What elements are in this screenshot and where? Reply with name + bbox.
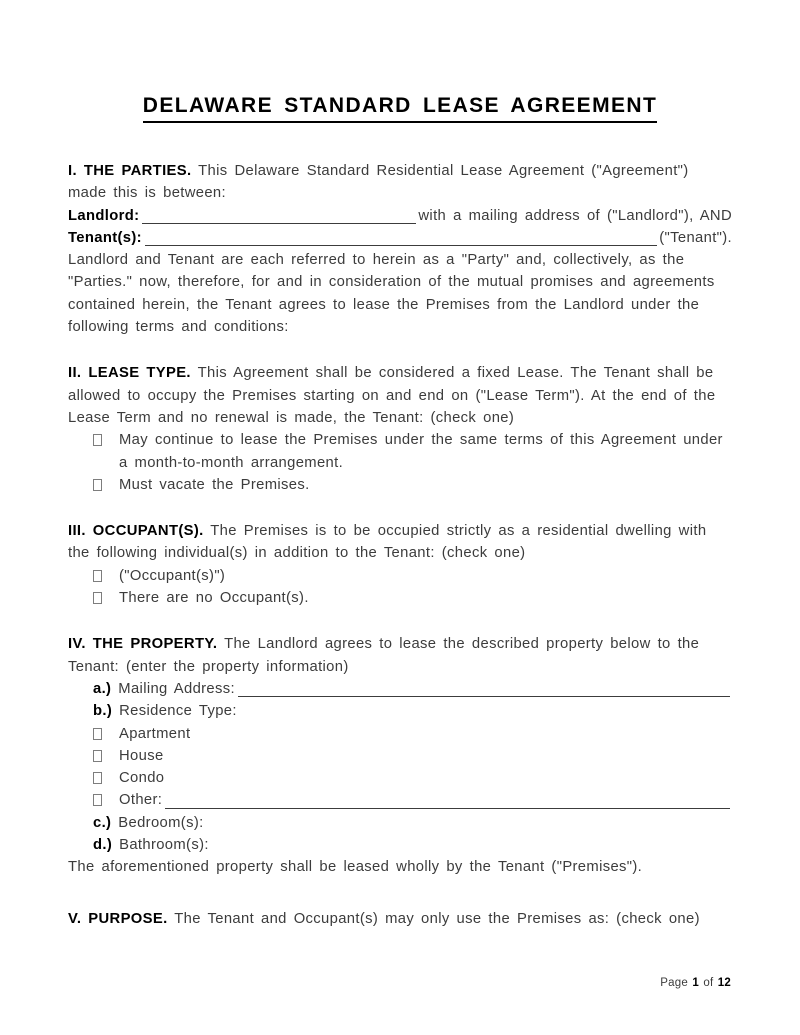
- residence-option-condo-label: Condo: [119, 770, 165, 787]
- occupants-option-none: [68, 587, 732, 609]
- section-purpose: [68, 908, 732, 930]
- purpose-intro: [68, 908, 732, 930]
- checkbox-icon[interactable]: [93, 479, 102, 491]
- parties-body: Landlord and Tenant are each referred to herein as a "Party" and, collectively, as the "Parties." now, therefore, for and in consideration of the mutual promises and agreements contained herein, the Tenant agrees to lease the Premises from the Landlord under the following terms and conditions:: [68, 252, 715, 336]
- residence-option-house-label: House: [119, 747, 164, 764]
- tenant-label: Tenant(s):: [68, 229, 142, 246]
- occupants-option-named-label: ("Occupant(s)"): [119, 567, 226, 584]
- page-number-footer: [660, 972, 731, 994]
- residence-option-apartment-label: Apartment: [119, 725, 191, 742]
- lease-type-body: This Agreement shall be considered a fixed Lease. The Tenant shall be allowed to occupy the Premises starting on and end on ("Lease Term"). At the end of the Lease Term and no renewal is made, the Tenant: (check one): [68, 365, 716, 426]
- section-lease-type: [68, 362, 732, 496]
- total-pages: 12: [717, 977, 731, 989]
- title-block: [68, 0, 732, 123]
- lease-type-heading: II. LEASE TYPE.: [68, 365, 191, 382]
- checkbox-icon[interactable]: [93, 772, 102, 784]
- residence-type-label: Residence Type:: [119, 703, 237, 720]
- parties-intro: [68, 160, 732, 205]
- lease-option-continue-label: May continue to lease the Premises under the same terms of this Agreement under a month-to-month arrangement.: [119, 432, 723, 471]
- property-intro: [68, 633, 732, 678]
- occupants-option-named: [68, 565, 732, 587]
- residence-option-condo: [68, 767, 732, 789]
- checkbox-icon[interactable]: [93, 794, 102, 806]
- section-property: [68, 633, 732, 878]
- item-d-label: d.): [93, 837, 113, 854]
- of-label: of: [703, 977, 714, 989]
- residence-option-other-label: Other:: [119, 792, 163, 809]
- property-closing: The aforementioned property shall be leased wholly by the Tenant ("Premises").: [68, 859, 643, 876]
- current-page-number: 1: [692, 977, 699, 989]
- property-item-bathrooms: [68, 834, 732, 856]
- document-title: DELAWARE STANDARD LEASE AGREEMENT: [143, 93, 657, 123]
- parties-intro-text: This Delaware Standard Residential Lease Agreement ("Agreement") made this is between:: [68, 163, 689, 202]
- checkbox-icon[interactable]: [93, 570, 102, 582]
- property-item-mailing-address: [68, 678, 732, 700]
- tenant-line: [68, 227, 732, 249]
- item-b-label: b.): [93, 703, 113, 720]
- landlord-suffix: with a mailing address of ("Landlord"), AND: [418, 207, 732, 224]
- residence-option-apartment: [68, 723, 732, 745]
- lease-option-continue: [68, 429, 732, 474]
- residence-option-house: [68, 745, 732, 767]
- occupants-heading: III. OCCUPANT(S).: [68, 523, 204, 540]
- checkbox-icon[interactable]: [93, 728, 102, 740]
- other-residence-blank[interactable]: [165, 789, 730, 808]
- section-parties: [68, 160, 732, 338]
- lease-option-vacate-label: Must vacate the Premises.: [119, 476, 310, 493]
- bedrooms-label: Bedroom(s):: [118, 814, 204, 831]
- property-item-residence-type: [68, 700, 732, 722]
- residence-option-other: [68, 789, 732, 811]
- item-c-label: c.): [93, 814, 112, 831]
- checkbox-icon[interactable]: [93, 750, 102, 762]
- section-occupants: [68, 520, 732, 609]
- tenant-name-blank[interactable]: [145, 227, 657, 246]
- checkbox-icon[interactable]: [93, 434, 102, 446]
- page-label: Page: [660, 977, 688, 989]
- checkbox-icon[interactable]: [93, 592, 102, 604]
- residence-option-other-row: [119, 789, 732, 811]
- landlord-label: Landlord:: [68, 207, 140, 224]
- occupants-intro: [68, 520, 732, 565]
- bathrooms-label: Bathroom(s):: [119, 837, 209, 854]
- landlord-name-blank[interactable]: [142, 205, 416, 224]
- mailing-address-label: Mailing Address:: [118, 680, 235, 697]
- property-heading: IV. THE PROPERTY.: [68, 636, 218, 653]
- mailing-address-blank[interactable]: [238, 678, 730, 697]
- occupants-body: The Premises is to be occupied strictly as a residential dwelling with the following individual(s) in addition to the Tenant: (check one): [68, 523, 707, 562]
- tenant-suffix: ("Tenant").: [659, 229, 732, 246]
- occupants-option-none-label: There are no Occupant(s).: [119, 590, 309, 607]
- lease-type-intro: [68, 362, 732, 429]
- lease-option-vacate: [68, 474, 732, 496]
- item-a-label: a.): [93, 680, 112, 697]
- landlord-line: [68, 205, 732, 227]
- parties-heading: I. THE PARTIES.: [68, 163, 192, 179]
- purpose-body: The Tenant and Occupant(s) may only use the Premises as: (check one): [174, 910, 700, 927]
- property-item-bedrooms: [68, 812, 732, 834]
- property-body: The Landlord agrees to lease the described property below to the Tenant: (enter the property information): [68, 636, 700, 675]
- purpose-heading: V. PURPOSE.: [68, 910, 168, 927]
